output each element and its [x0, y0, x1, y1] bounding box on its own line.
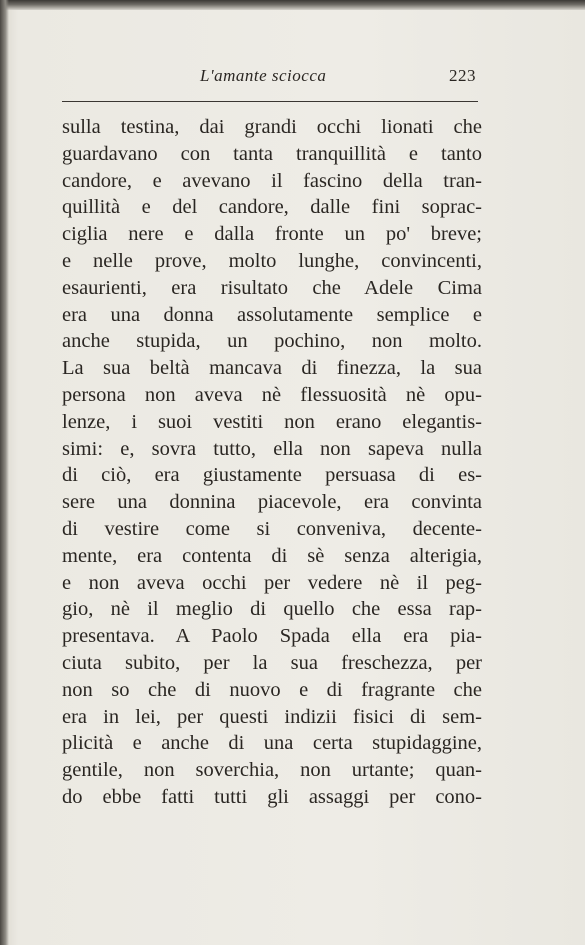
text-line: presentava. A Paolo Spada ella era pia- [62, 625, 482, 648]
text-line: candore, e avevano il fascino della tran- [62, 169, 482, 192]
text-line: sere una donnina piacevole, era convinta [62, 491, 482, 514]
text-line: simi: e, sovra tutto, ella non sapeva nulla [62, 437, 482, 460]
body-text [62, 114, 482, 811]
text-line: La sua beltà mancava di finezza, la sua [62, 357, 482, 380]
text-line: esaurienti, era risultato che Adele Cima [62, 276, 482, 299]
page-binding-edge [0, 0, 9, 945]
text-line: era una donna assolutamente semplice e [62, 303, 482, 326]
text-line: sulla testina, dai grandi occhi lionati che [62, 116, 482, 138]
text-line: plicità e anche di una certa stupidaggine, [62, 732, 482, 755]
text-line: ciuta subito, per la sua freschezza, per [62, 651, 482, 674]
text-line: mente, era contenta di sè senza alterigia, [62, 544, 482, 567]
text-line: era in lei, per questi indizii fisici di sem- [62, 705, 482, 728]
text-line: di ciò, era giustamente persuasa di es- [62, 464, 482, 487]
text-line: di vestire come si conveniva, decente- [62, 517, 482, 540]
text-line: guardavano con tanta tranquillità e tanto [62, 142, 482, 165]
text-line: lenze, i suoi vestiti non erano elegantis- [62, 410, 482, 433]
text-line: non so che di nuovo e di fragrante che [62, 678, 482, 701]
text-line: gio, nè il meglio di quello che essa rap- [62, 598, 482, 621]
text-line: ciglia nere e dalla fronte un po' breve; [62, 223, 482, 246]
text-line: anche stupida, un pochino, non molto. [62, 330, 482, 353]
text-line: persona non aveva nè flessuosità nè opu- [62, 383, 482, 406]
running-title: L'amante sciocca [200, 66, 327, 85]
running-head [62, 60, 480, 94]
text-line: do ebbe fatti tutti gli assaggi per cono- [62, 785, 482, 808]
header-rule [62, 101, 478, 102]
text-line: e non aveva occhi per vedere nè il peg- [62, 571, 482, 594]
text-line: quillità e del candore, dalle fini soprac- [62, 196, 482, 219]
page-number: 223 [449, 66, 476, 85]
text-line: gentile, non soverchia, non urtante; quan- [62, 759, 482, 782]
page-top-edge [0, 0, 585, 10]
text-line: e nelle prove, molto lunghe, convincenti, [62, 249, 482, 272]
